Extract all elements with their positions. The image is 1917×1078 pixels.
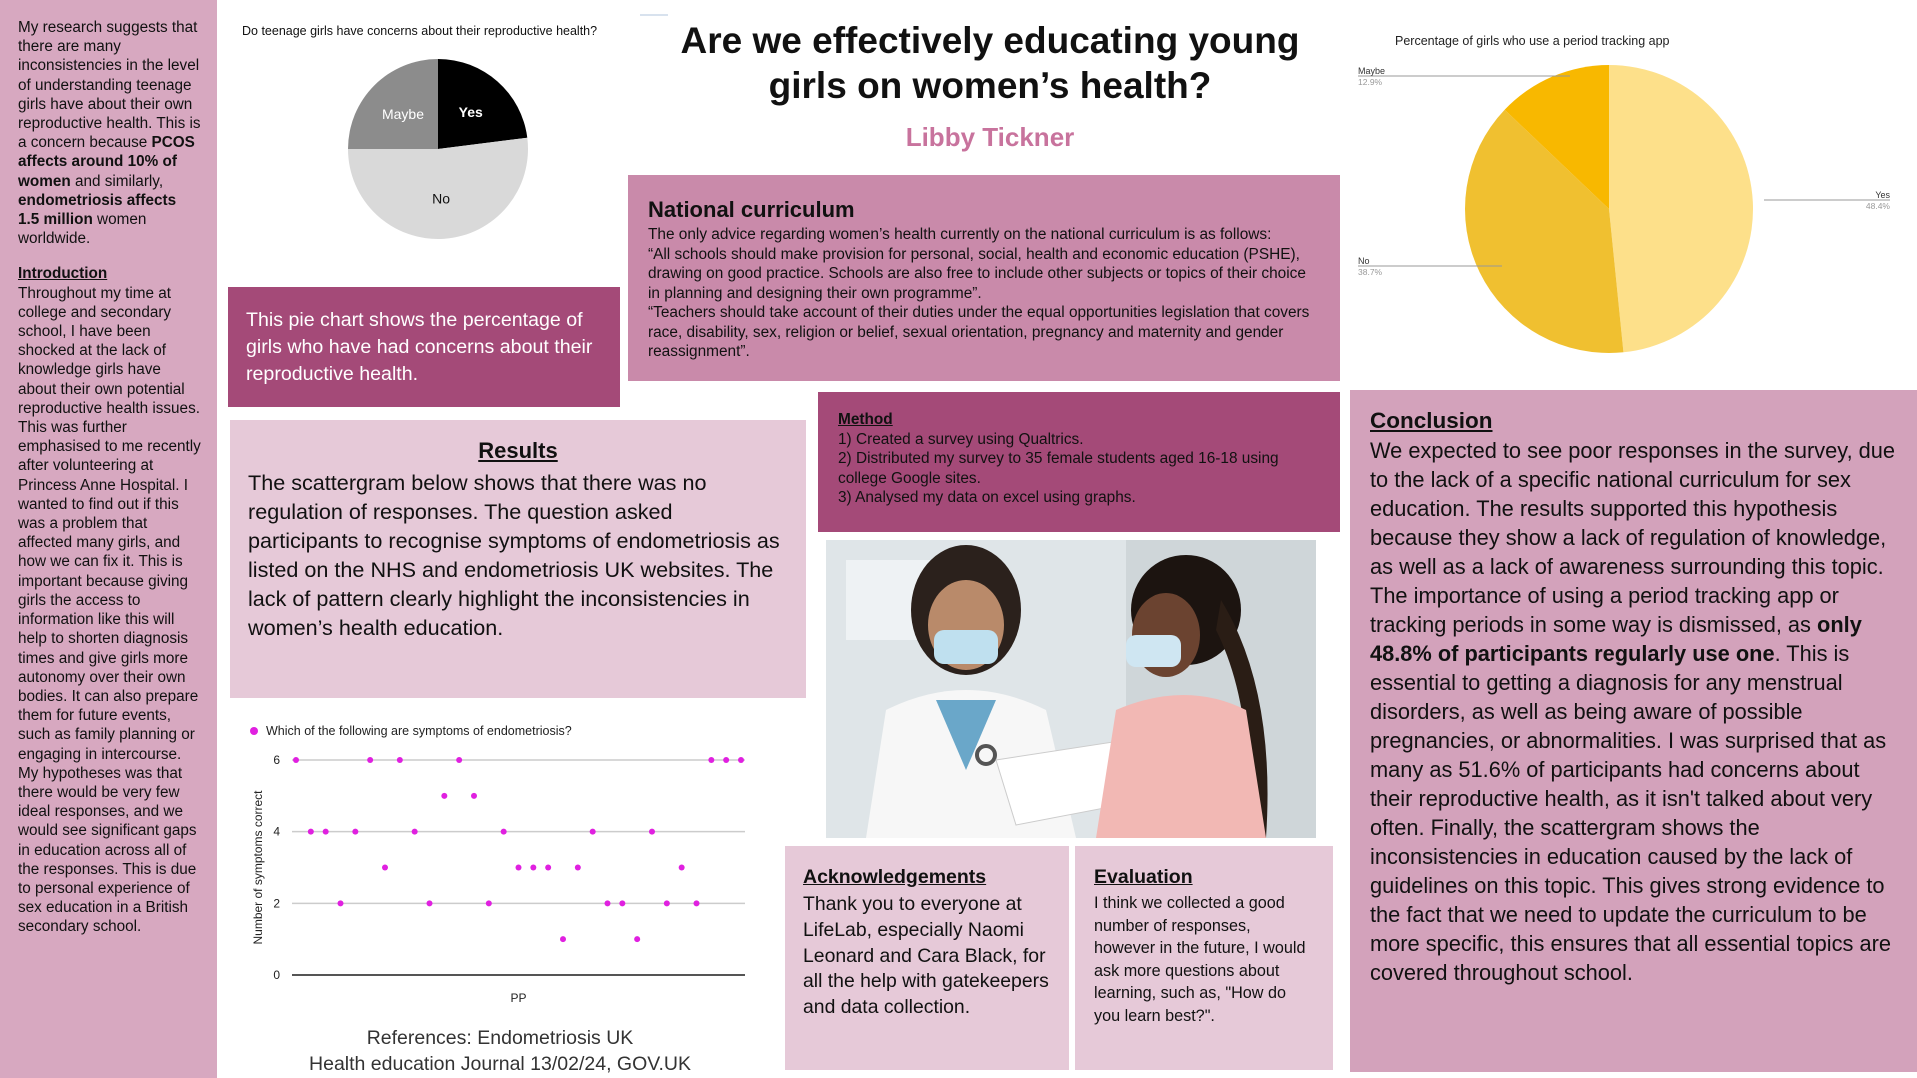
sidebar-summary (18, 18, 201, 248)
symptoms-scatter-chart (240, 715, 760, 1015)
scatter-point (412, 829, 418, 835)
scatter-point (694, 900, 700, 906)
tracking-label-maybe: Maybe (1358, 66, 1386, 76)
results-box (230, 420, 806, 698)
evaluation-text: I think we collected a good number of responses, however in the future, I would ask more questions about learning, such as, "How do you learn best?". (1094, 894, 1306, 1025)
doctor-patient-illustration (826, 540, 1316, 838)
scatter-point (441, 793, 447, 799)
tracking-value-yes: 48.4% (1865, 201, 1890, 211)
scatter-point (575, 865, 581, 871)
method-step-2: 2) Distributed my survey to 35 female students aged 16-18 using college Google sites. (838, 450, 1279, 487)
legend-marker (250, 727, 258, 735)
tracking-label-no: No (1358, 256, 1370, 266)
legend-label: Which of the following are symptoms of endometriosis? (266, 724, 572, 738)
scatter-point (501, 829, 507, 835)
poster-author: Libby Tickner (905, 122, 1075, 152)
concern-chart (230, 14, 630, 284)
y-tick-label: 0 (273, 968, 280, 982)
summary-pcos: PCOS affects around 10% of women (18, 134, 195, 190)
conclusion-box (1350, 390, 1917, 1072)
scatter-point (471, 793, 477, 799)
scatter-point (352, 829, 358, 835)
scatter-point (619, 900, 625, 906)
results-text: The scattergram below shows that there was no regulation of responses. The question asked participants to recognise symptoms of endometriosis as listed on the NHS and endometriosis UK websites. The lack of pattern clearly highlight the inconsistencies in women’s health education. (248, 470, 780, 640)
scatter-point (545, 865, 551, 871)
scatter-point (664, 900, 670, 906)
y-tick-label: 6 (273, 753, 280, 767)
doctor-patient-photo (826, 540, 1316, 838)
method-heading: Method (838, 411, 893, 428)
pie-label-maybe: Maybe (381, 105, 425, 122)
concern-pie (230, 44, 630, 284)
y-tick-label: 2 (273, 896, 280, 911)
pie-label-yes: Yes (458, 103, 483, 120)
acknowledgements-box (785, 846, 1069, 1070)
pie-slice-maybe (348, 59, 438, 149)
concern-caption-box (228, 287, 620, 407)
scatter-point (590, 829, 596, 835)
summary-text-e: women worldwide. (18, 211, 147, 248)
divider (640, 14, 668, 16)
scatter-point (605, 900, 611, 906)
tracking-chart-title: Percentage of girls who use a period tracking app (1395, 34, 1670, 48)
conclusion-highlight: only 48.8% of participants regularly use one (1370, 612, 1862, 666)
scatter-point (456, 757, 462, 763)
method-box (818, 392, 1340, 532)
scatter-point (530, 865, 536, 871)
conclusion-text-c: . This is essential to getting a diagnosis for any menstrual disorders, as well as being aware of possible pregnancies, or abnormalities. I was surprised that as many as 51.6% of participants had concerns about their reproductive health, as it isn't talked about very often. Finally, the scattergram shows the inconsistencies in education caused by the lack of guidelines on this topic. This gives strong evidence to the fact that we need to update the curriculum to be more specific, this ensures that all essential topics are covered throughout school. (1370, 641, 1891, 985)
scatter-point (560, 936, 566, 942)
method-step-3: 3) Analysed my data on excel using graphs. (838, 489, 1136, 506)
scatter-point (708, 757, 714, 763)
summary-text-a: My research suggests that there are many inconsistencies in the level of understanding teenage girls have about their own reproductive health. This is a concern because (18, 19, 201, 152)
scatter-point (382, 865, 388, 871)
intro-text: Throughout my time at college and secondary school, I have been shocked at the lack of knowledge girls have about their own potential reproductive health issues. This was further emphasised to me recently after volunteering at Princess Anne Hospital. I wanted to find out if this was a problem that affected many girls, and how we can fix it. This is important because giving girls the access to information like this will help to shorten diagnosis times and give girls more autonomy over their own bodies. It can also prepare them for future events, such as family planning or engaging in intercourse. My hypotheses was that there would be very few ideal responses, and we would see significant gaps in education across all of the responses. This is due to personal experience of sex education in a British secondary school. (18, 284, 201, 936)
national-curriculum-box (628, 175, 1340, 381)
curriculum-quote-1: “All schools should make provision for personal, social, health and economic education (PSHE), drawing on good practice. Schools are also free to include other subjects or topics of their choice in planning and designing their own programme”. (648, 245, 1306, 302)
y-tick-label: 4 (273, 824, 280, 839)
evaluation-box (1075, 846, 1333, 1070)
acknowledgements-text: Thank you to everyone at LifeLab, especially Naomi Leonard and Cara Black, for all the help with gatekeepers and data collection. (803, 893, 1049, 1019)
national-curriculum-body (648, 225, 1320, 362)
scatter-point (634, 936, 640, 942)
scatter-point (738, 757, 744, 763)
summary-endo: endometriosis affects 1.5 million (18, 191, 177, 229)
tracking-label-yes: Yes (1875, 190, 1890, 200)
sidebar-intro (0, 0, 217, 1078)
tracking-value-maybe: 12.9% (1358, 77, 1383, 87)
conclusion-heading: Conclusion (1370, 408, 1493, 433)
scatter-point (367, 757, 373, 763)
results-heading: Results (478, 438, 558, 463)
summary-text-c: and similarly, (70, 172, 164, 190)
scatter-point (516, 865, 522, 871)
y-axis-label: Number of symptoms correct (251, 790, 265, 945)
scatter-point (397, 757, 403, 763)
intro-heading: Introduction (18, 265, 108, 283)
x-axis-label: PP (510, 991, 527, 1005)
pie-slice-no (348, 138, 528, 239)
scatter-point (323, 829, 329, 835)
evaluation-heading: Evaluation (1094, 866, 1193, 888)
tracking-value-no: 38.7% (1358, 267, 1383, 277)
curriculum-intro: The only advice regarding women’s health currently on the national curriculum is as follows: (648, 226, 1272, 243)
references (240, 1025, 760, 1077)
acknowledgements-heading: Acknowledgements (803, 866, 987, 888)
pie-label-no: No (432, 190, 451, 207)
scatter-point (338, 900, 344, 906)
scatter-point (293, 757, 299, 763)
tracking-app-chart (1350, 14, 1917, 376)
conclusion-text-a: We expected to see poor responses in the survey, due to the lack of a specific national curriculum for sex education. The results supported this hypothesis because they show a lack of regulation of knowledge, as well as a lack of awareness surrounding this topic. The importance of using a period tracking app or tracking periods in some way is dismissed, as (1370, 438, 1896, 637)
tracking-slice-yes (1609, 65, 1753, 352)
scatter-point (486, 900, 492, 906)
scatter-point (427, 900, 433, 906)
concern-chart-question: Do teenage girls have concerns about their reproductive health? (242, 24, 598, 38)
scatter-point (308, 829, 314, 835)
concern-caption: This pie chart shows the percentage of girls who have had concerns about their reproductive health. (246, 309, 593, 385)
scatter-point (723, 757, 729, 763)
poster-title: Are we effectively educating young girls on women’s health? (680, 20, 1300, 106)
conclusion-text (1370, 436, 1897, 987)
method-step-1: 1) Created a survey using Qualtrics. (838, 430, 1084, 448)
symptoms-scatter (240, 715, 760, 1015)
curriculum-quote-2: “Teachers should take account of their duties under the equal opportunities legislation that covers race, disability, sex, religion or belief, sexual orientation, pregnancy and maternity and gender reassignment”. (648, 304, 1310, 360)
tracking-pie (1350, 14, 1917, 376)
references-line-1: References: Endometriosis UK (366, 1027, 634, 1049)
national-curriculum-heading: National curriculum (648, 197, 855, 222)
scatter-point (649, 829, 655, 835)
scatter-point (679, 865, 685, 871)
references-line-2: Health education Journal 13/02/24, GOV.UK (309, 1053, 691, 1075)
